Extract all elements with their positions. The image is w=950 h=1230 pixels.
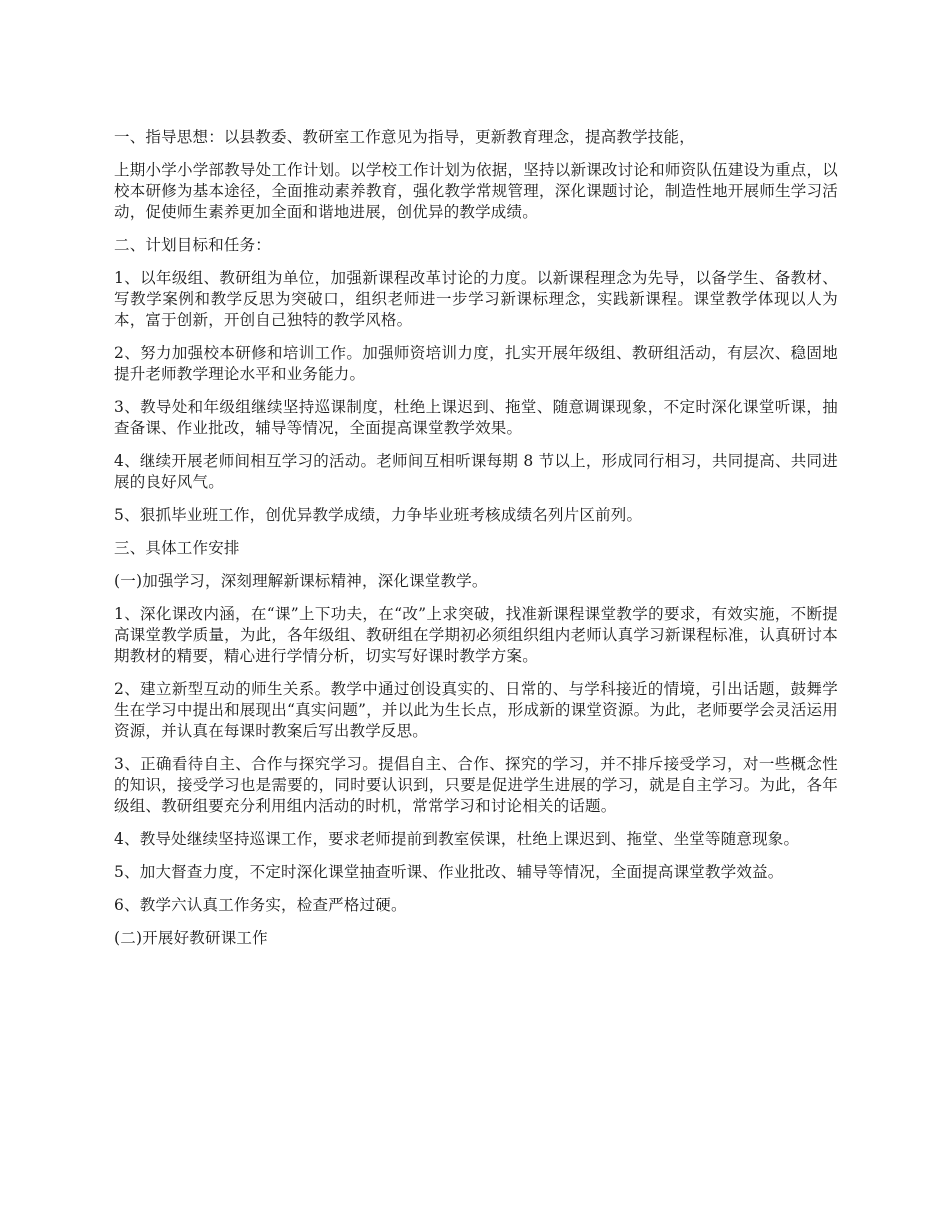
arrangement-item-6: 6、教学六认真工作务实，检查严格过硬。: [114, 896, 407, 914]
paragraph-plan-intro: 上期小学小学部教导处工作计划。以学校工作计划为依据，坚持以新课改讨论和师资队伍建设为重点，以校本研修为基本途径，全面推动素养教育，强化教学常规管理，深化课题讨论，制造性地开展师生学习活动，促使师生素养更加全面和谐地进展，创优异的教学成绩。: [114, 161, 838, 221]
arrangement-item-5: 5、加大督查力度，不定时深化课堂抽查听课、作业批改、辅导等情况，全面提高课堂教学效益。: [114, 863, 784, 881]
section-heading-arrangements: 三、具体工作安排: [114, 539, 240, 557]
subsection-heading-2: (二)开展好教研课工作: [114, 929, 268, 947]
goal-item-4: 4、继续开展老师间相互学习的活动。老师间互相听课每期 8 节以上，形成同行相习，共同提高、共同进展的良好风气。: [114, 452, 838, 491]
arrangement-item-4: 4、教导处继续坚持巡课工作，要求老师提前到教室侯课，杜绝上课迟到、拖堂、坐堂等随意现象。: [114, 830, 800, 848]
arrangement-item-3: 3、正确看待自主、合作与探究学习。提倡自主、合作、探究的学习，并不排斥接受学习，对一些概念性的知识，接受学习也是需要的，同时要认识到，只要是促进学生进展的学习，就是自主学习。为此，各年级组、教研组要充分利用组内活动的时机，常常学习和讨论相关的话题。: [114, 755, 838, 815]
document-body: [114, 127, 838, 961]
goal-item-5: 5、狠抓毕业班工作，创优异教学成绩，力争毕业班考核成绩名列片区前列。: [114, 506, 643, 524]
paragraph-guiding-ideology: 一、指导思想：以县教委、教研室工作意见为指导，更新教育理念，提高教学技能，: [114, 128, 695, 146]
arrangement-item-2: 2、建立新型互动的师生关系。教学中通过创设真实的、日常的、与学科接近的情境，引出话题，鼓舞学生在学习中提出和展现出“真实问题”，并以此为生长点，形成新的课堂资源。为此，老师要学会灵活运用资源，并认真在每课时教案后写出教学反思。: [114, 680, 838, 740]
goal-item-2: 2、努力加强校本研修和培训工作。加强师资培训力度，扎实开展年级组、教研组活动，有层次、稳固地提升老师教学理论水平和业务能力。: [114, 344, 838, 383]
goal-item-3: 3、教导处和年级组继续坚持巡课制度，杜绝上课迟到、拖堂、随意调课现象，不定时深化课堂听课，抽查备课、作业批改，辅导等情况，全面提高课堂教学效果。: [114, 398, 838, 437]
subsection-heading-1: (一)加强学习，深刻理解新课标精神，深化课堂教学。: [114, 572, 488, 590]
arrangement-item-1: 1、深化课改内涵，在“课”上下功夫，在“改”上求突破，找准新课程课堂教学的要求，有效实施，不断提高课堂教学质量，为此，各年级组、教研组在学期初必须组织组内老师认真学习新课程标准，认真研讨本期教材的精要，精心进行学情分析，切实写好课时教学方案。: [114, 605, 838, 665]
goal-item-1: 1、以年级组、教研组为单位，加强新课程改革讨论的力度。以新课程理念为先导，以备学生、备教材、写教学案例和教学反思为突破口，组织老师进一步学习新课标理念，实践新课程。课堂教学体现以人为本，富于创新，开创自己独特的教学风格。: [114, 269, 838, 329]
section-heading-goals: 二、计划目标和任务：: [114, 236, 272, 254]
